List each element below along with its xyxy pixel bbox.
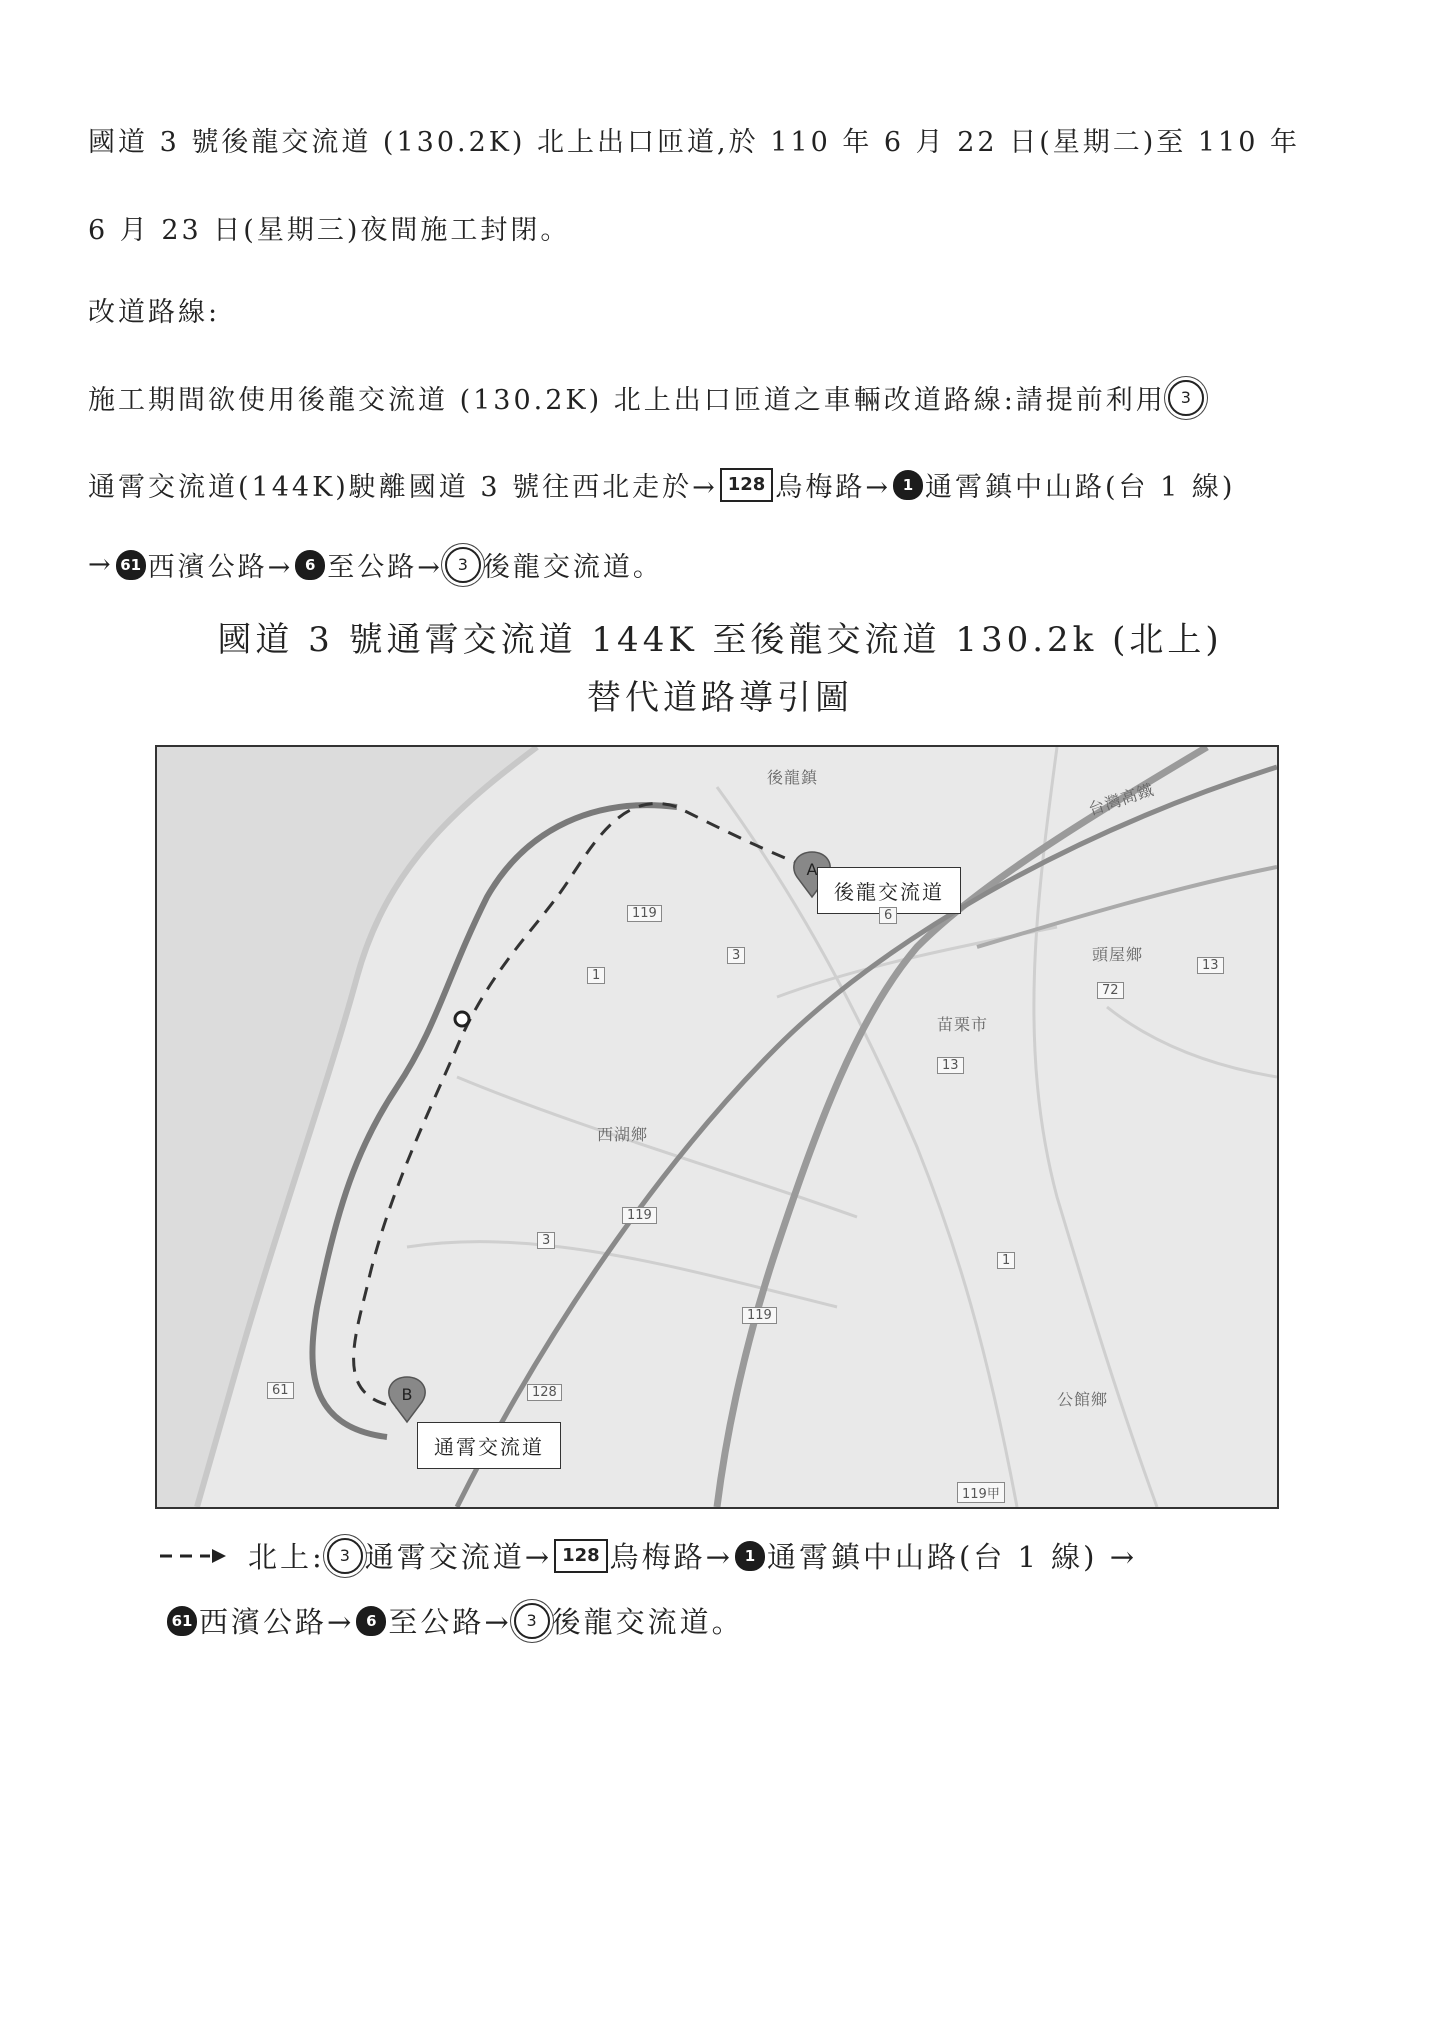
detour-heading-text: 改道路線: — [88, 297, 221, 328]
notice-text-5a: 通霄交流道(144K)駛離國道 3 號往西北走於→ — [88, 472, 718, 503]
road-number: 6 — [879, 907, 897, 924]
legend-part-5: 至公路→ — [388, 1605, 512, 1639]
marker-a-letter: A — [806, 860, 818, 879]
notice-text-6d: 後龍交流道。 — [482, 552, 663, 583]
road-number: 3 — [727, 947, 745, 964]
road-number: 61 — [267, 1382, 294, 1399]
legend-part-1: 通霄交流道→ — [364, 1540, 553, 1574]
legend-part-6: 後龍交流道。 — [551, 1605, 744, 1639]
legend-part-2: 烏梅路→ — [609, 1540, 733, 1574]
notice-line-6 — [88, 545, 663, 584]
notice-line-5 — [88, 465, 1235, 504]
route-128-icon: 128 — [554, 1539, 608, 1573]
place-name: 台灣高鐵 — [1086, 779, 1157, 819]
place-name: 頭屋鄉 — [1092, 945, 1144, 964]
freeway-3-icon: 3 — [327, 1538, 363, 1574]
notice-text-6b: 西濱公路→ — [147, 552, 294, 583]
notice-text-4: 施工期間欲使用後龍交流道 (130.2K) 北上出口匝道之車輛改道路線:請提前利用 — [88, 385, 1166, 416]
road-number: 128 — [527, 1384, 562, 1401]
route-1-icon: 1 — [893, 470, 923, 500]
place-name: 公館鄉 — [1057, 1390, 1109, 1409]
notice-line-1 — [88, 120, 1300, 159]
route-6-icon: 6 — [356, 1606, 386, 1636]
route-6-icon: 6 — [295, 550, 325, 580]
notice-text-1: 國道 3 號後龍交流道 (130.2K) 北上出口匝道,於 110 年 6 月 22 日(星期二)至 110 年 — [88, 127, 1300, 158]
road-number: 1 — [997, 1252, 1015, 1269]
map-subtitle: 替代道路導引圖 — [587, 678, 853, 718]
notice-line-4 — [88, 378, 1206, 417]
road-number: 1 — [587, 967, 605, 984]
label-houlong-interchange: 後龍交流道 — [817, 867, 961, 914]
road-number: 13 — [937, 1057, 964, 1074]
marker-b-pin — [389, 1377, 425, 1422]
legend-line-1 — [160, 1535, 1137, 1576]
legend-direction: 北上: — [248, 1540, 325, 1574]
road-number: 119 — [627, 905, 662, 922]
dashed-arrow-icon — [160, 1539, 230, 1573]
road-number: 119 — [742, 1307, 777, 1324]
road-number: 72 — [1097, 982, 1124, 999]
place-name: 西湖鄉 — [597, 1125, 649, 1144]
freeway-3-icon: 3 — [514, 1603, 550, 1639]
route-61-icon: 61 — [116, 550, 146, 580]
place-name: 後龍鎮 — [767, 768, 819, 787]
detour-heading — [88, 290, 220, 329]
marker-b-letter: B — [401, 1385, 413, 1404]
notice-text-5c: 通霄鎮中山路(台 1 線) — [924, 472, 1236, 503]
road-number: 3 — [537, 1232, 555, 1249]
road-number: 119 — [622, 1207, 657, 1224]
legend-part-3: 通霄鎮中山路(台 1 線) → — [766, 1540, 1138, 1574]
route-61-icon: 61 — [167, 1606, 197, 1636]
label-tongxiao-interchange: 通霄交流道 — [417, 1422, 561, 1469]
notice-text-5b: 烏梅路→ — [775, 472, 891, 503]
map-drawing — [157, 747, 1277, 1507]
legend-part-4: 西濱公路→ — [199, 1605, 355, 1639]
place-name: 苗栗市 — [937, 1015, 989, 1034]
notice-text-2: 6 月 23 日(星期三)夜間施工封閉。 — [88, 215, 571, 246]
route-map — [155, 745, 1279, 1509]
road-number: 119甲 — [957, 1482, 1005, 1503]
legend-line-2 — [165, 1600, 744, 1641]
freeway-3-icon: 3 — [1168, 380, 1204, 416]
route-1-icon: 1 — [735, 1541, 765, 1571]
notice-text-6c: 至公路→ — [327, 552, 443, 583]
map-title: 國道 3 號通霄交流道 144K 至後龍交流道 130.2k (北上) — [217, 620, 1223, 660]
notice-line-2 — [88, 208, 570, 247]
notice-text-6a: → — [88, 549, 114, 580]
route-128-icon: 128 — [720, 468, 774, 502]
freeway-3-icon: 3 — [445, 547, 481, 583]
road-number: 13 — [1197, 957, 1224, 974]
